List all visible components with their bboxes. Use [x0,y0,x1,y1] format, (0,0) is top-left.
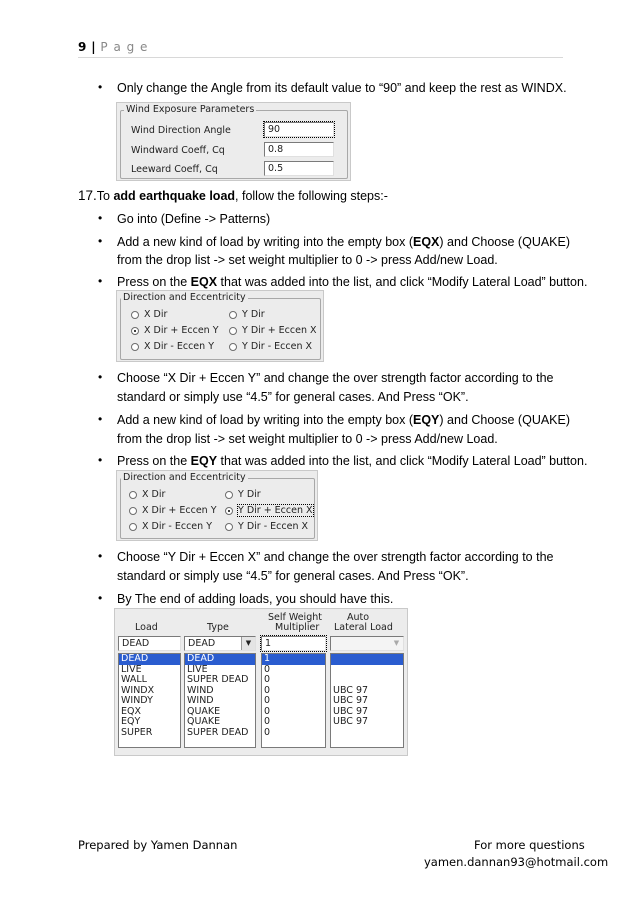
list-item[interactable]: WIND [187,695,214,706]
bullet-icon: • [98,211,103,225]
page-header [78,40,148,54]
col-header-auto-2: Lateral Load [334,622,393,633]
list-item[interactable]: WINDY [121,695,153,706]
text-bold: EQX [413,235,440,249]
list-item[interactable]: WIND [187,684,214,696]
radio-label: X Dir [144,309,168,320]
radio-y-dir-minus-eccen-x[interactable] [229,343,237,351]
bullet-choose-x: Choose “X Dir + Eccen Y” and change the over strength factor according to the [117,371,554,385]
radio-label: Y Dir [242,309,265,320]
bullet-add-eqx-line2: from the drop list -> set weight multiplier to 0 -> press Add/new Load. [117,253,498,267]
text-bold: EQY [190,454,218,468]
radio-x-dir-minus-eccen-y[interactable] [131,343,139,351]
load-name-input[interactable]: DEAD [118,636,181,651]
footer-email: yamen.dannan93@hotmail.com [424,855,609,869]
col-header-type: Type [207,622,229,633]
chevron-down-icon[interactable]: ▼ [393,639,400,647]
list-item[interactable]: 0 [264,663,271,675]
text-run: that was added into the list, and click “Modify Lateral Load” button. [217,454,588,468]
list-item[interactable]: 0 [264,726,271,738]
list-item[interactable]: LIVE [187,663,208,675]
radio-x-dir-eccen-y[interactable] [131,327,139,335]
list-item[interactable]: 0 [264,684,271,696]
wind-direction-label: Wind Direction Angle [131,125,231,136]
bullet-press-eqx [117,274,587,290]
list-item[interactable]: 0 [264,716,271,727]
text-run: ) and Choose (QUAKE) [439,413,571,427]
bullet-icon: • [98,453,103,467]
radio-y-dir[interactable] [229,311,237,319]
bullet-icon: • [98,412,103,426]
step-17-heading [78,188,388,204]
bullet-add-eqy-line2: from the drop list -> set weight multiplier to 0 -> press Add/new Load. [117,432,498,446]
list-item[interactable] [331,665,403,676]
radio-x-dir[interactable] [129,491,137,499]
radio-label: Y Dir [238,489,261,500]
bullet-icon: • [98,370,103,384]
bullet-choose-y: Choose “Y Dir + Eccen X” and change the over strength factor according to the [117,550,554,564]
bullet-icon: • [98,274,103,288]
list-item[interactable]: 0 [264,705,271,717]
radio-label: Y Dir - Eccen X [242,341,312,352]
bullet-add-eqy [117,412,570,428]
step-bold: add earthquake load [113,189,236,203]
list-item[interactable]: LIVE [121,663,142,675]
radio-label: X Dir + Eccen Y [142,505,217,516]
list-item[interactable]: WALL [121,674,147,685]
list-item[interactable]: SUPER DEAD [187,726,249,738]
header-separator: | [91,40,96,54]
list-item[interactable]: EQX [121,705,141,717]
text-run: Add a new kind of load by writing into the empty box ( [117,235,413,249]
footer-author: Prepared by Yamen Dannan [78,838,238,852]
windward-coeff-label: Windward Coeff, Cq [131,145,225,156]
leeward-coeff-label: Leeward Coeff, Cq [131,164,218,175]
text-run: Press on the [117,275,191,289]
step-number: 17. [78,188,97,203]
radio-x-dir[interactable] [131,311,139,319]
radio-label: Y Dir + Eccen X [238,505,313,516]
direction-panel-y [116,470,318,541]
text-bold: EQX [190,275,218,289]
bullet-icon: • [98,234,103,248]
chevron-down-icon[interactable]: ▼ [241,637,255,650]
direction-title: Direction and Eccentricity [123,292,246,303]
list-item[interactable]: DEAD [119,654,180,665]
auto-lateral-select[interactable] [330,636,404,651]
list-item[interactable] [331,654,403,665]
list-item[interactable]: UBC 97 [333,684,369,696]
list-item[interactable] [331,675,403,686]
intro-text: Only change the Angle from its default value to “90” and keep the rest as WINDX. [117,81,567,95]
load-list[interactable] [118,653,181,748]
radio-label: X Dir - Eccen Y [142,521,212,532]
direction-title: Direction and Eccentricity [123,472,246,483]
loads-panel [114,608,408,756]
wind-exposure-panel [116,102,351,181]
list-item[interactable]: 0 [264,695,271,706]
text-run: Add a new kind of load by writing into the empty box ( [117,413,413,427]
bullet-choose-x-line2: standard or simply use “4.5” for general cases. And Press “OK”. [117,390,469,404]
list-item[interactable]: UBC 97 [333,695,369,706]
radio-y-dir-minus-eccen-x[interactable] [225,523,233,531]
bullet-icon: • [98,549,103,563]
bullet-add-eqx [117,234,570,250]
text-run: that was added into the list, and click “Modify Lateral Load” button. [217,275,588,289]
windward-coeff-input[interactable]: 0.8 [264,142,334,157]
list-item[interactable]: SUPER DEAD [187,674,249,685]
load-type-select[interactable] [184,636,256,651]
wind-direction-input[interactable]: 90 [264,122,334,137]
wind-exposure-title: Wind Exposure Parameters [126,104,255,115]
page-number: 9 [78,40,87,54]
radio-label: Y Dir - Eccen X [238,521,308,532]
type-list[interactable] [184,653,256,748]
text-bold: EQY [413,413,440,427]
multiplier-input[interactable]: 1 [261,636,326,651]
header-divider [78,57,563,58]
direction-panel-x [116,290,324,362]
radio-label: Y Dir + Eccen X [242,325,317,336]
radio-label: X Dir - Eccen Y [144,341,214,352]
page-label: P a g e [100,40,149,54]
col-header-multiplier-1: Self Weight [268,612,322,623]
text-run: ) and Choose (QUAKE) [439,235,571,249]
list-item[interactable]: UBC 97 [333,705,369,717]
list-item[interactable]: WINDX [121,684,155,696]
list-item[interactable] [331,728,403,739]
auto-lateral-list[interactable] [330,653,404,748]
bullet-define-patterns: Go into (Define -> Patterns) [117,212,271,226]
list-item[interactable]: UBC 97 [333,716,369,727]
step-suffix: , follow the following steps:- [235,189,388,203]
radio-y-dir[interactable] [225,491,233,499]
radio-y-dir-eccen-x[interactable] [225,507,233,515]
leeward-coeff-input[interactable]: 0.5 [264,161,334,176]
list-item[interactable]: QUAKE [187,716,221,727]
col-header-load: Load [135,622,158,633]
list-item[interactable]: 0 [264,674,271,685]
radio-y-dir-eccen-x[interactable] [229,327,237,335]
list-item[interactable]: DEAD [185,654,255,665]
bullet-end: By The end of adding loads, you should have this. [117,592,394,606]
radio-x-dir-eccen-y[interactable] [129,507,137,515]
col-header-multiplier-2: Multiplier [275,622,320,633]
bullet-press-eqy [117,453,587,469]
list-item[interactable]: EQY [121,716,141,727]
load-type-value: DEAD [188,638,216,649]
radio-label: X Dir + Eccen Y [144,325,219,336]
list-item[interactable]: QUAKE [187,705,221,717]
multiplier-list[interactable] [261,653,326,748]
list-item[interactable]: 1 [262,654,325,665]
bullet-icon: • [98,80,103,94]
step-prefix: To [96,189,114,203]
radio-x-dir-minus-eccen-y[interactable] [129,523,137,531]
col-header-auto-1: Auto [347,612,370,623]
list-item[interactable]: SUPER [121,726,153,738]
bullet-choose-y-line2: standard or simply use “4.5” for general cases. And Press “OK”. [117,569,469,583]
radio-label: X Dir [142,489,166,500]
footer-questions: For more questions [474,838,585,852]
text-run: Press on the [117,454,191,468]
bullet-icon: • [98,591,103,605]
